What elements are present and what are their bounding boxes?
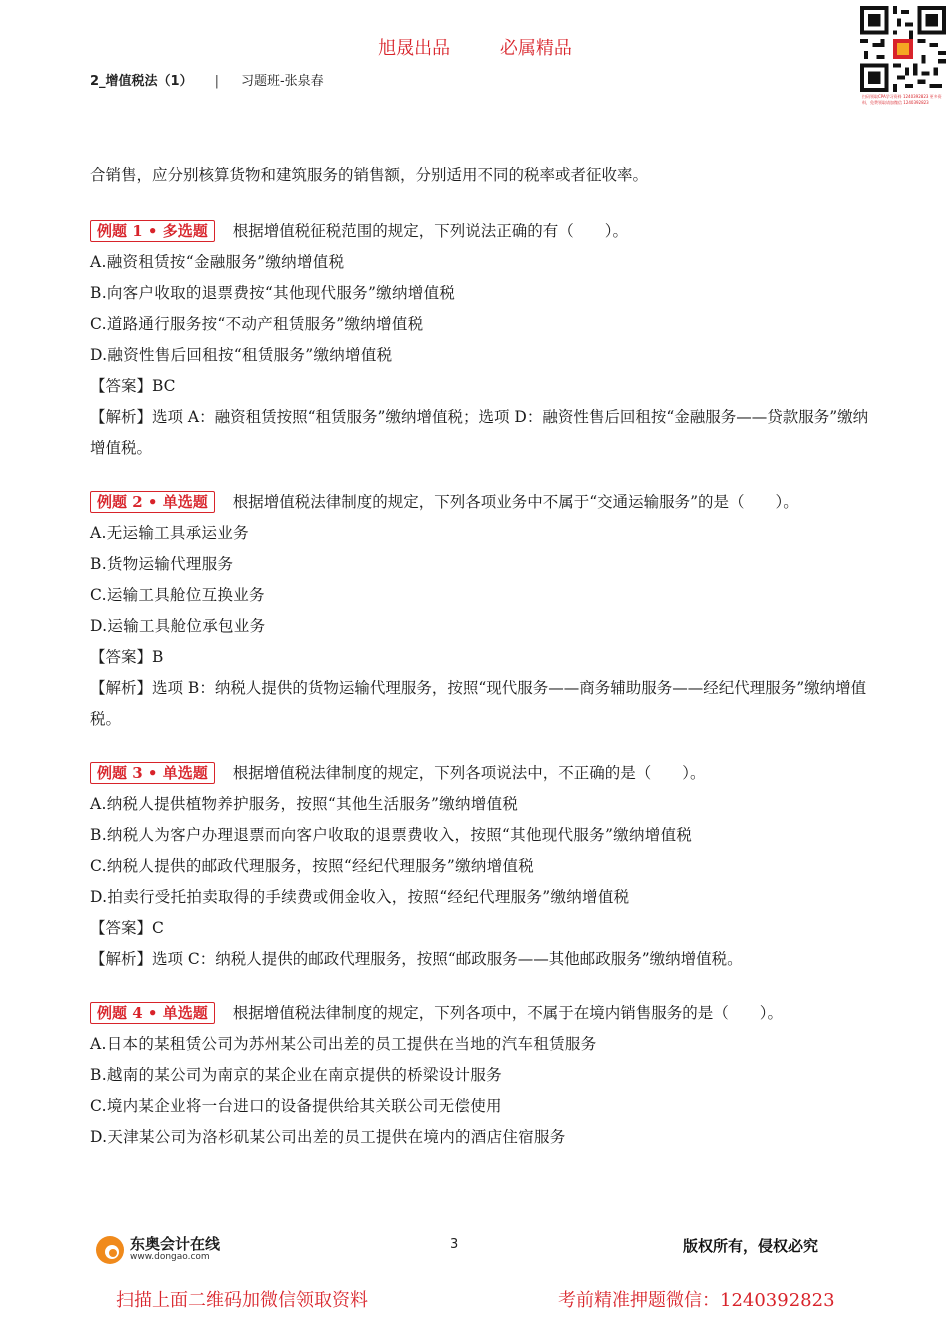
option-d: D.拍卖行受托拍卖取得的手续费或佣金收入，按照“经纪代理服务”缴纳增值税 bbox=[90, 888, 630, 906]
brand-left: 旭晟出品 bbox=[378, 38, 451, 59]
logo-url: www.dongao.com bbox=[130, 1252, 210, 1262]
option-a: A.纳税人提供植物养护服务，按照“其他生活服务”缴纳增值税 bbox=[90, 795, 519, 813]
option-c: C.纳税人提供的邮政代理服务，按照“经纪代理服务”缴纳增值税 bbox=[90, 857, 535, 875]
logo-name: 东奥会计在线 bbox=[130, 1235, 221, 1253]
option-c: C.道路通行服务按“不动产租赁服务”缴纳增值税 bbox=[90, 315, 424, 333]
option-d: D.天津某公司为洛杉矶某公司出差的员工提供在境内的酒店住宿服务 bbox=[90, 1128, 566, 1146]
document-body bbox=[90, 160, 870, 1176]
option-d: D.融资性售后回租按“租赁服务”缴纳增值税 bbox=[90, 346, 393, 364]
option-d: D.运输工具舱位承包业务 bbox=[90, 617, 266, 635]
question-stem: 根据增值税征税范围的规定，下列说法正确的有（ ）。 bbox=[232, 222, 628, 240]
qr-code-icon[interactable] bbox=[860, 6, 946, 92]
question-3 bbox=[90, 758, 870, 975]
course-subtitle: 习题班-张泉春 bbox=[240, 74, 324, 89]
answer: 【答案】B bbox=[90, 648, 164, 666]
page-header bbox=[90, 70, 324, 89]
qr-caption: 扫码领取CPA学习资料 1240392823 更多资料，免费领取请加微信 1240392823 bbox=[862, 94, 942, 105]
question-tag: 例题 3 • 单选题 bbox=[90, 762, 215, 784]
answer: 【答案】C bbox=[90, 919, 164, 937]
promo-wechat: 考前精准押题微信：1240392823 bbox=[558, 1290, 835, 1311]
question-1 bbox=[90, 216, 870, 464]
page-number: 3 bbox=[450, 1237, 459, 1252]
option-b: B.向客户收取的退票费按“其他现代服务”缴纳增值税 bbox=[90, 284, 456, 302]
answer: 【答案】BC bbox=[90, 377, 176, 395]
option-b: B.货物运输代理服务 bbox=[90, 555, 234, 573]
promo-scan-qr: 扫描上面二维码加微信领取资料 bbox=[116, 1290, 368, 1311]
option-a: A.融资租赁按“金融服务”缴纳增值税 bbox=[90, 253, 345, 271]
copyright-notice: 版权所有，侵权必究 bbox=[683, 1237, 819, 1255]
chapter-title: 2_增值税法（1） bbox=[90, 74, 193, 89]
question-4 bbox=[90, 998, 870, 1153]
brand-slogan bbox=[0, 34, 950, 60]
analysis: 【解析】选项 A：融资租赁按照“租赁服务”缴纳增值税；选项 D：融资性售后回租按“金融服务——贷款服务”缴纳增值税。 bbox=[90, 408, 869, 457]
question-tag: 例题 1 • 多选题 bbox=[90, 220, 215, 242]
brand-right: 必属精品 bbox=[499, 38, 572, 59]
option-b: B.越南的某公司为南京的某企业在南京提供的桥梁设计服务 bbox=[90, 1066, 502, 1084]
option-c: C.境内某企业将一台进口的设备提供给其关联公司无偿使用 bbox=[90, 1097, 502, 1115]
question-stem: 根据增值税法律制度的规定，下列各项中，不属于在境内销售服务的是（ ）。 bbox=[232, 1004, 783, 1022]
option-c: C.运输工具舱位互换业务 bbox=[90, 586, 265, 604]
analysis: 【解析】选项 B：纳税人提供的货物运输代理服务，按照“现代服务——商务辅助服务——经纪代理服务”缴纳增值税。 bbox=[90, 679, 867, 728]
question-tag: 例题 4 • 单选题 bbox=[90, 1002, 215, 1024]
question-stem: 根据增值税法律制度的规定，下列各项业务中不属于“交通运输服务”的是（ ）。 bbox=[232, 493, 799, 511]
option-b: B.纳税人为客户办理退票而向客户收取的退票费收入，按照“其他现代服务”缴纳增值税 bbox=[90, 826, 693, 844]
intro-paragraph: 合销售，应分别核算货物和建筑服务的销售额，分别适用不同的税率或者征收率。 bbox=[90, 166, 649, 184]
option-a: A.无运输工具承运业务 bbox=[90, 524, 249, 542]
question-2 bbox=[90, 487, 870, 735]
option-a: A.日本的某租赁公司为苏州某公司出差的员工提供在当地的汽车租赁服务 bbox=[90, 1035, 597, 1053]
question-tag: 例题 2 • 单选题 bbox=[90, 491, 215, 513]
header-separator: | bbox=[214, 74, 219, 89]
analysis: 【解析】选项 C：纳税人提供的邮政代理服务，按照“邮政服务——其他邮政服务”缴纳增值税。 bbox=[90, 950, 743, 968]
question-stem: 根据增值税法律制度的规定，下列各项说法中，不正确的是（ ）。 bbox=[232, 764, 706, 782]
